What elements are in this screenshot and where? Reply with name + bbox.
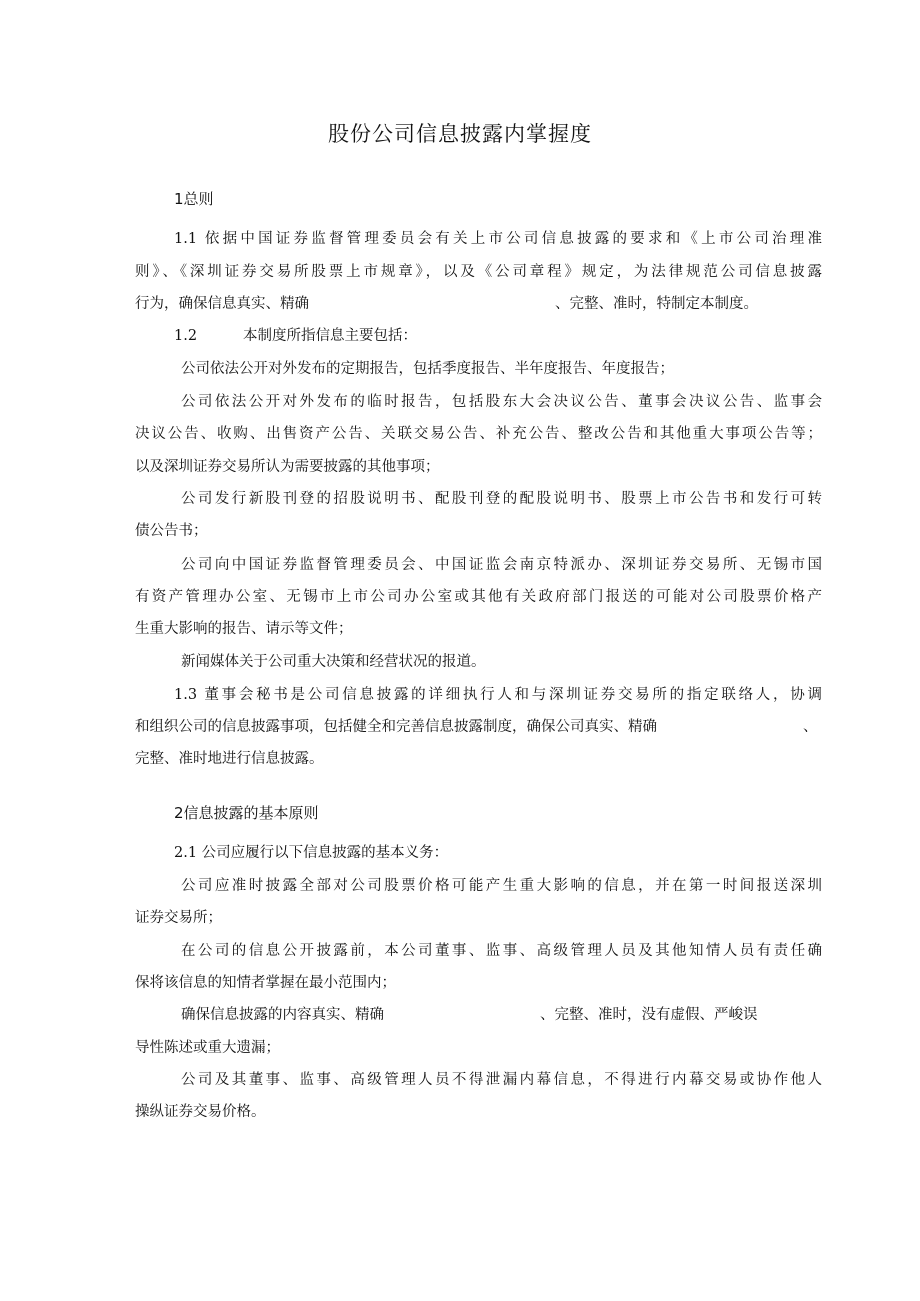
list-item: 证券交易所； [135, 910, 222, 926]
list-item: 保将该信息的知情者掌握在最小范围内； [135, 975, 396, 991]
list-item: 在公司的信息公开披露前，本公司董事、监事、高级管理人员及其他知情人员有责任确 [181, 943, 822, 959]
list-item: 公司及其董事、监事、高级管理人员不得泄漏内幕信息，不得进行内幕交易或协作他人 [181, 1072, 822, 1088]
paragraph-line: 和组织公司的信息披露事项，包括健全和完善信息披露制度，确保公司真实、精确 [135, 719, 657, 735]
clause-number: 1.2 [174, 328, 198, 344]
list-item: 公司应准时披露全部对公司股票价格可能产生重大影响的信息，并在第一时间报送深圳 [181, 878, 822, 894]
list-item: 、完整、准时，没有虚假、严峻误 [540, 1007, 758, 1023]
list-item: 公司发行新股刊登的招股说明书、配股刊登的配股说明书、股票上市公告书和发行可转 [181, 491, 822, 507]
list-item: 债公告书； [135, 523, 208, 539]
section-heading-1: 1总则 [174, 190, 214, 208]
paragraph-line: 、 [803, 719, 818, 735]
document-title: 股份公司信息披露内掌握度 [328, 122, 592, 146]
section-heading-2: 2信息披露的基本原则 [174, 804, 319, 822]
list-item: 导性陈述或重大遗漏； [135, 1040, 280, 1056]
list-item: 公司依法公开对外发布的定期报告，包括季度报告、半年度报告、年度报告； [181, 361, 674, 377]
paragraph-line: 本制度所指信息主要包括： [243, 328, 417, 344]
list-item: 公司依法公开对外发布的临时报告，包括股东大会决议公告、董事会决议公告、监事会 [181, 394, 822, 410]
list-item: 以及深圳证券交易所认为需要披露的其他事项； [135, 459, 440, 475]
list-item: 新闻媒体关于公司重大决策和经营状况的报道。 [181, 654, 486, 670]
paragraph-line: 1.3 董事会秘书是公司信息披露的详细执行人和与深圳证券交易所的指定联络人，协调 [174, 687, 822, 703]
paragraph-line: 2.1 公司应履行以下信息披露的基本义务： [174, 845, 449, 861]
paragraph-line: 则》、《深圳证券交易所股票上市规章》，以及《公司章程》规定，为法律规范公司信息披露 [135, 264, 822, 280]
list-item: 操纵证券交易价格。 [135, 1104, 266, 1120]
paragraph-line: 行为，确保信息真实、精确 [135, 296, 309, 312]
paragraph-line: 、完整、准时，特制定本制度。 [555, 296, 758, 312]
list-item: 决议公告、收购、出售资产公告、关联交易公告、补充公告、整改公告和其他重大事项公告等； [135, 426, 822, 442]
paragraph-line: 完整、准时地进行信息披露。 [135, 751, 324, 767]
list-item: 确保信息披露的内容真实、精确 [181, 1007, 384, 1023]
list-item: 生重大影响的报告、请示等文件； [135, 621, 353, 637]
list-item: 有资产管理办公室、无锡市上市公司办公室或其他有关政府部门报送的可能对公司股票价格产 [135, 589, 822, 605]
paragraph-line: 1.1 依据中国证券监督管理委员会有关上市公司信息披露的要求和《上市公司治理准 [174, 231, 822, 247]
list-item: 公司向中国证券监督管理委员会、中国证监会南京特派办、深圳证券交易所、无锡市国 [181, 557, 822, 573]
